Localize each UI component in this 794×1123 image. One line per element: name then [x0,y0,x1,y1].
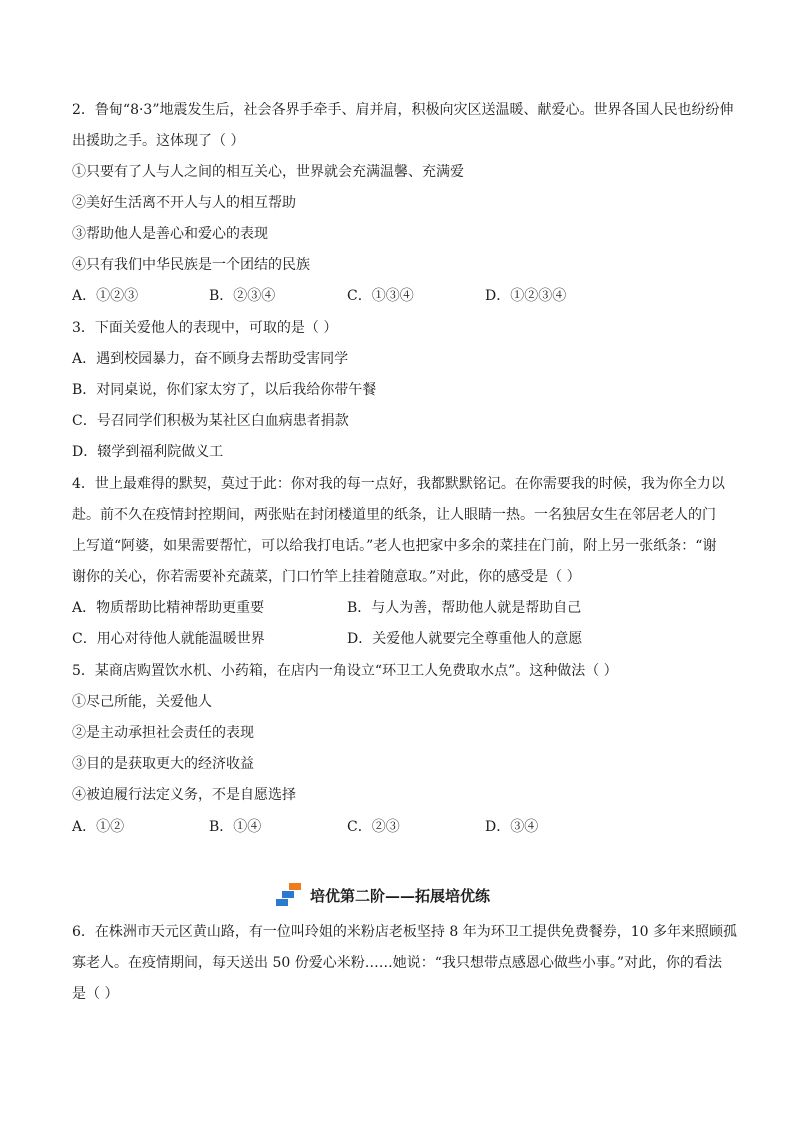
q2-option-a: A．①②③ [72,288,139,304]
stairs-icon-step-top [289,883,301,890]
q2-stem-line2: 出援助之手。这体现了（ ） [72,133,245,149]
q5-option-c: C．②③ [347,819,400,835]
q4-option-c: C．用心对待他人就能温暖世界 [72,631,265,647]
q5-option-a: A．①② [72,819,125,835]
q3-option-d: D．辍学到福利院做义工 [72,444,224,460]
q3-option-c: C．号召同学们积极为某社区白血病患者捐款 [72,413,349,429]
q4-stem-line1: 4．世上最难得的默契，莫过于此：你对我的每一点好，我都默默铭记。在你需要我的时候，我为你全力以 [72,476,725,492]
q4-option-d: D．关爱他人就要完全尊重他人的意愿 [347,631,583,647]
q6-stem-line2: 寡老人。在疫情期间，每天送出 50 份爱心米粉……她说：“我只想带点感恩心做些小事。”对此，你的看法 [72,955,723,971]
q2-stem-line1: 2．鲁甸“8·3”地震发生后，社会各界手牵手、肩并肩，积极向灾区送温暖、献爱心。世界各国人民也纷纷伸 [72,102,734,118]
q5-stem: 5．某商店购置饮水机、小药箱，在店内一角设立“环卫工人免费取水点”。这种做法（ ） [72,663,618,679]
q2-item-2: ②美好生活离不开人与人的相互帮助 [72,195,296,211]
section-title: 培优第二阶——拓展培优练 [310,887,491,905]
q4-option-a: A．物质帮助比精神帮助更重要 [72,600,265,616]
q4-stem-line3: 上写道“阿婆，如果需要帮忙，可以给我打电话。”老人也把家中多余的菜挂在门前，附上另一张纸条：“谢 [72,538,717,554]
stairs-icon-step-bottom [276,899,288,906]
q2-option-b: B．②③④ [209,288,276,304]
q2-item-1: ①只要有了人与人之间的相互关心，世界就会充满温馨、充满爱 [72,164,464,180]
q3-stem: 3．下面关爱他人的表现中，可取的是（ ） [72,320,338,336]
q4-stem-line2: 赴。前不久在疫情封控期间，两张贴在封闭楼道里的纸条，让人眼睛一热。一名独居女生在邻居老人的门 [72,507,716,523]
q6-stem-line3: 是（ ） [72,986,119,1002]
q2-option-d: D．①②③④ [485,288,567,304]
stairs-icon [276,882,306,908]
q2-option-c: C．①③④ [347,288,414,304]
q6-stem-line1: 6．在株洲市天元区黄山路，有一位叫玲姐的米粉店老板坚持 8 年为环卫工提供免费餐券，10 多年来照顾孤 [72,924,737,940]
q2-item-3: ③帮助他人是善心和爱心的表现 [72,226,268,242]
q2-item-4: ④只有我们中华民族是一个团结的民族 [72,257,310,273]
q3-option-a: A．遇到校园暴力，奋不顾身去帮助受害同学 [72,351,349,367]
q4-option-b: B．与人为善，帮助他人就是帮助自己 [347,600,582,616]
q5-option-d: D．③④ [485,819,539,835]
stairs-icon-step-mid [282,891,294,898]
q5-item-3: ③目的是获取更大的经济收益 [72,756,254,772]
q4-stem-line4: 谢你的关心，你若需要补充蔬菜，门口竹竿上挂着随意取。”对此，你的感受是（ ） [72,569,581,585]
section-header [276,880,576,908]
q5-option-b: B．①④ [209,819,262,835]
q5-item-2: ②是主动承担社会责任的表现 [72,725,254,741]
q3-option-b: B．对同桌说，你们家太穷了，以后我给你带午餐 [72,382,377,398]
q5-item-1: ①尽己所能，关爱他人 [72,694,212,710]
q5-item-4: ④被迫履行法定义务，不是自愿选择 [72,787,296,803]
